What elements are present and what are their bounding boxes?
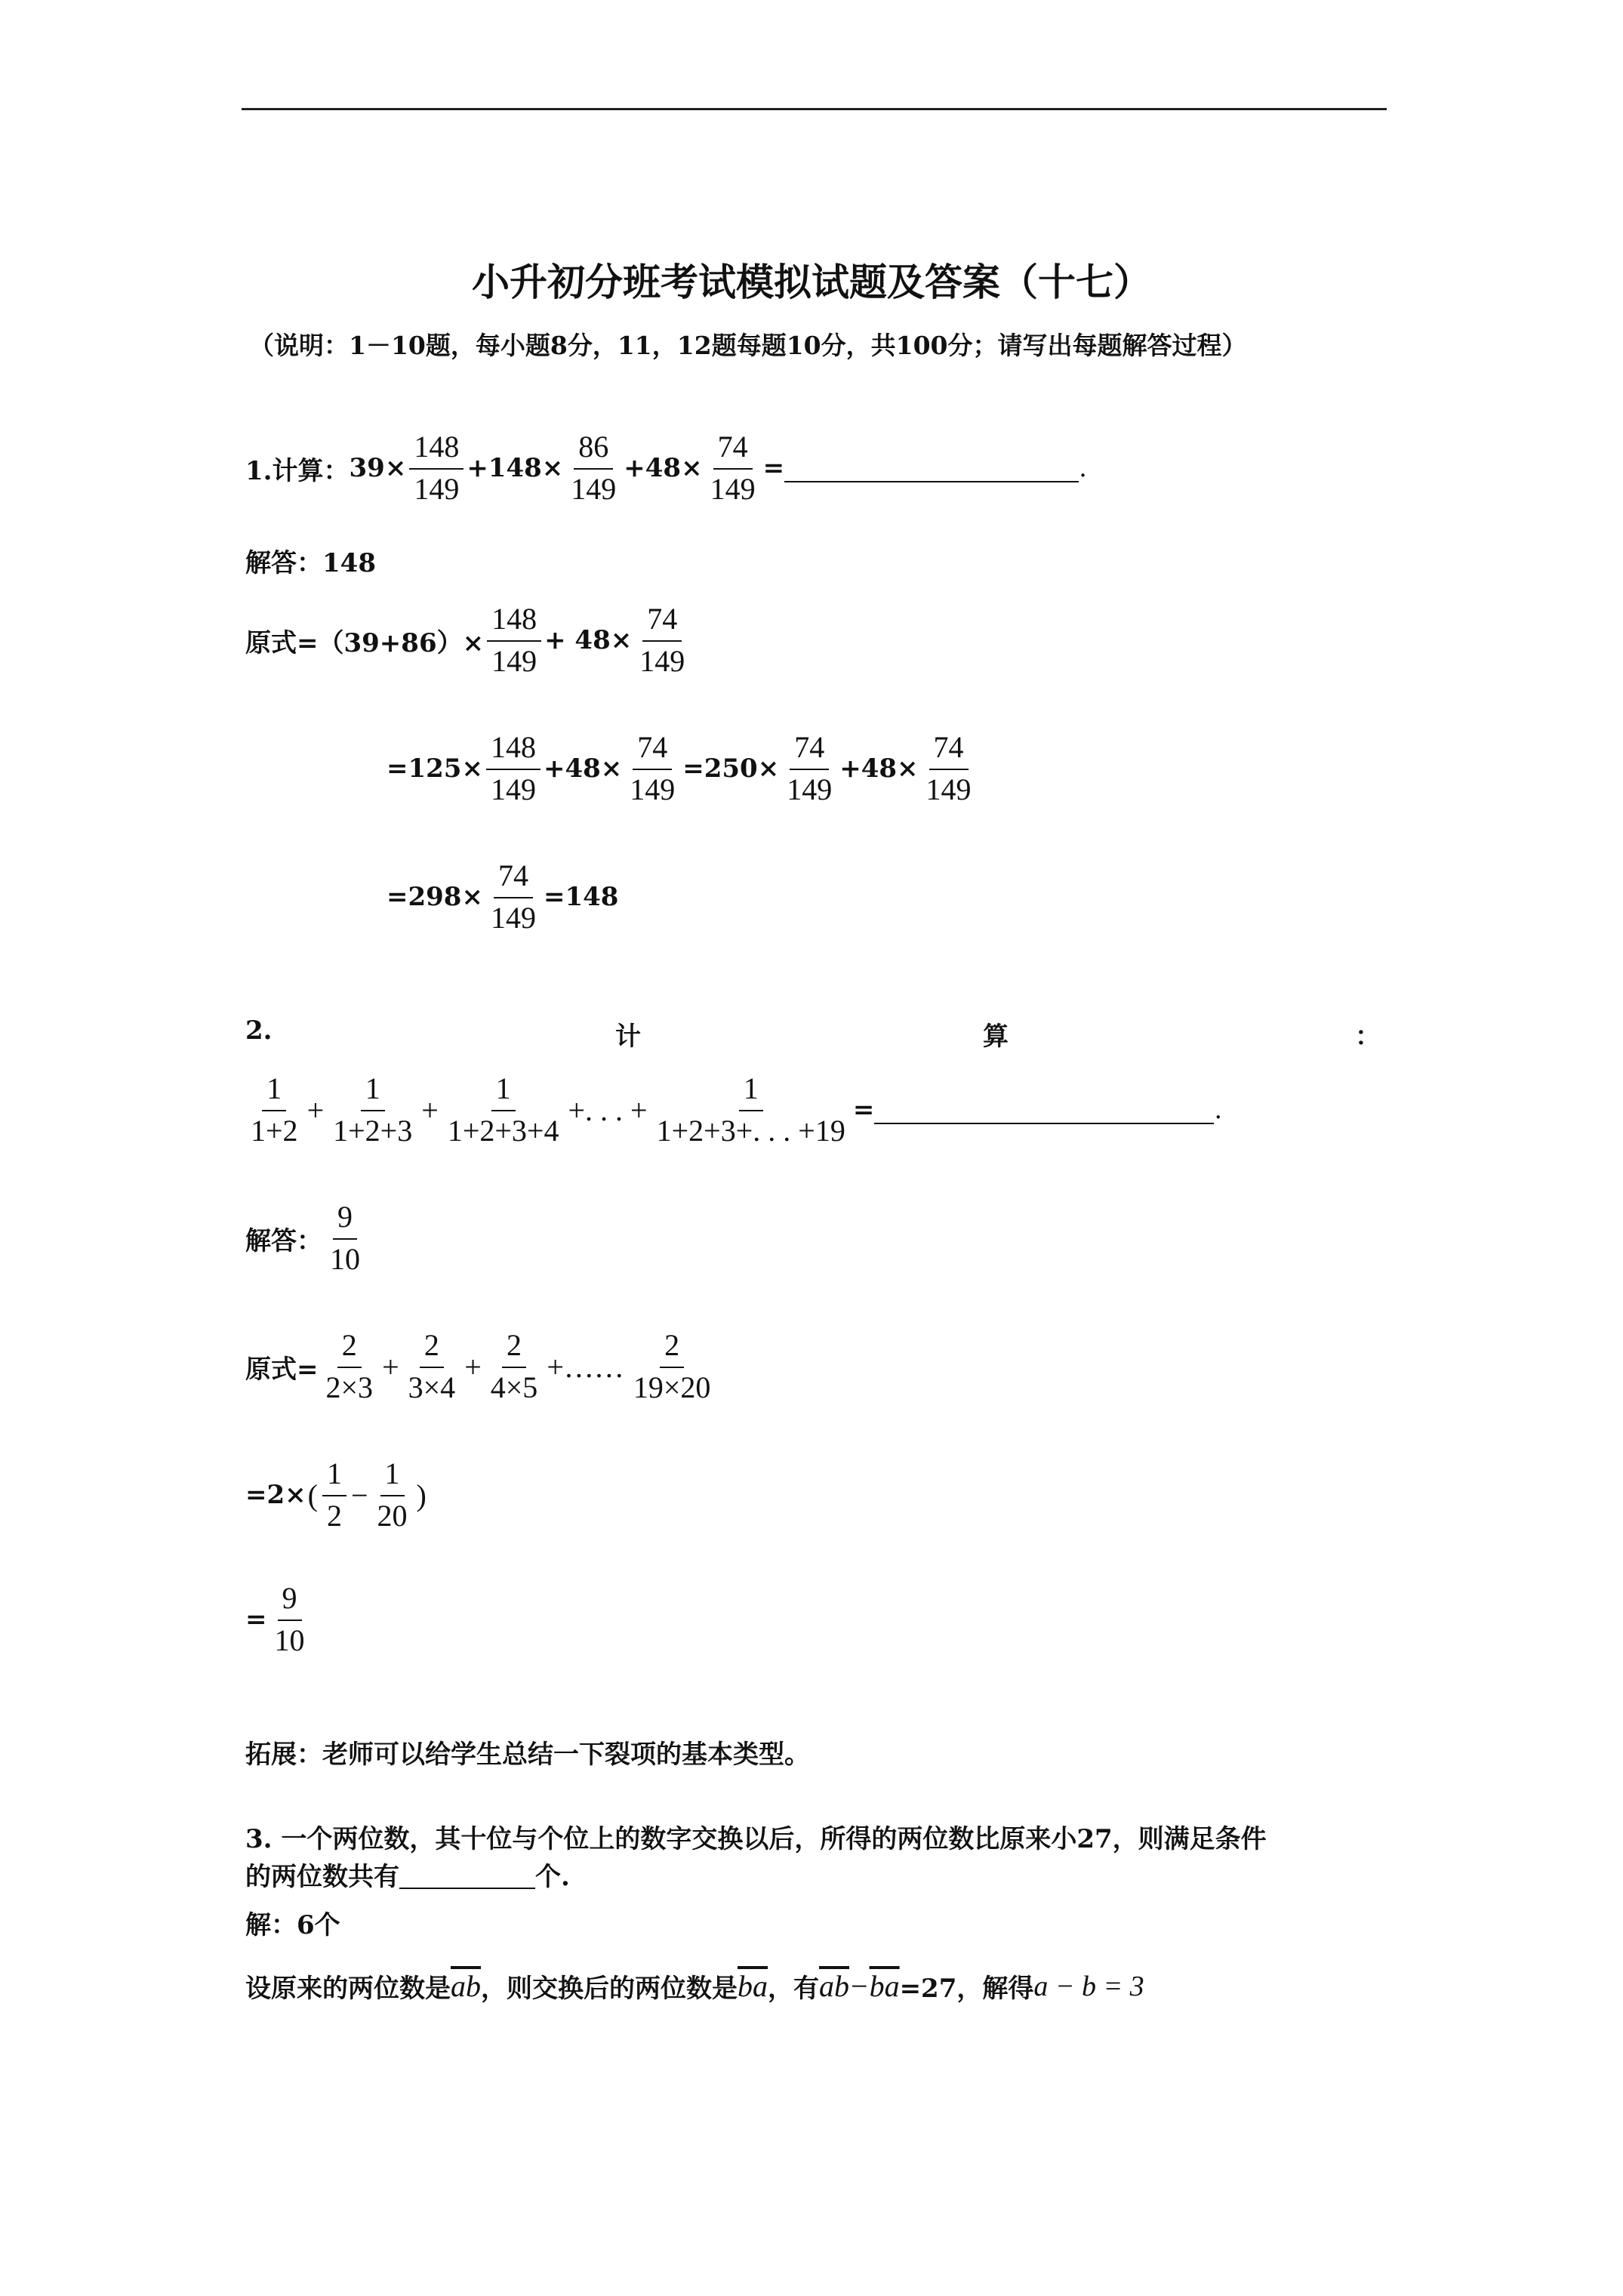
numerator: 74 bbox=[642, 603, 682, 642]
q2-step3-fraction bbox=[270, 1582, 310, 1657]
denominator: 3×4 bbox=[408, 1370, 456, 1404]
q1-fraction-3 bbox=[706, 430, 760, 506]
ab-overline: $\overline{ab}$ bbox=[819, 1969, 849, 2003]
numerator: 1 bbox=[322, 1457, 346, 1496]
q2-step1-fraction-2 bbox=[404, 1329, 460, 1404]
q2-period: . bbox=[1214, 1095, 1223, 1125]
q2-expression bbox=[243, 1072, 1222, 1148]
q2-step1-fraction-4 bbox=[629, 1329, 716, 1404]
denominator: 2 bbox=[326, 1499, 342, 1533]
q1-step2-c: =250× bbox=[682, 754, 780, 784]
numerator: 148 bbox=[486, 731, 540, 770]
q2-step2-fraction-1 bbox=[322, 1457, 346, 1533]
q1-expression bbox=[245, 430, 1087, 506]
q2-colon: ： bbox=[1355, 1022, 1381, 1052]
q2-step1-lead: 原式= bbox=[245, 1354, 319, 1385]
q2-answer-label: 解答： bbox=[245, 1225, 322, 1256]
ba-overline: $\overline{ba}$ bbox=[869, 1969, 900, 2003]
q1-step3-fraction bbox=[486, 859, 540, 935]
numerator: 1 bbox=[361, 1072, 385, 1111]
denominator: 1+2+3 bbox=[333, 1114, 413, 1148]
numerator: 2 bbox=[337, 1329, 362, 1368]
q3-line-2 bbox=[245, 1856, 570, 1893]
q1-step2-b: +48× bbox=[543, 754, 623, 784]
numerator: 148 bbox=[487, 603, 541, 642]
numerator: 74 bbox=[790, 731, 829, 770]
q2-step2-fraction-2 bbox=[373, 1457, 412, 1533]
q1-answer-blank bbox=[784, 454, 1079, 482]
denominator: 149 bbox=[630, 772, 676, 806]
q2-step3-lead: = bbox=[245, 1604, 267, 1635]
denominator: 149 bbox=[571, 472, 617, 506]
q3-line-1: 3. 一个两位数，其十位与个位上的数字交换以后，所得的两位数比原来小27，则满足条件 bbox=[245, 1824, 1267, 1854]
denominator: 10 bbox=[330, 1242, 360, 1276]
q2-step1-fraction-3 bbox=[486, 1329, 543, 1404]
plus-sign: + bbox=[464, 1349, 482, 1384]
denominator: 149 bbox=[925, 772, 972, 806]
numerator: 2 bbox=[660, 1329, 684, 1368]
q1-prompt: 1.计算： bbox=[245, 455, 350, 486]
numerator: 86 bbox=[574, 430, 613, 470]
denominator: 149 bbox=[710, 472, 756, 506]
q1-step1 bbox=[245, 603, 692, 678]
numerator: 74 bbox=[494, 859, 533, 898]
q1-step1-fraction-b bbox=[635, 603, 689, 678]
denominator: 10 bbox=[274, 1623, 305, 1657]
q1-step1-fraction-a bbox=[487, 603, 541, 678]
denominator: 1+2 bbox=[251, 1114, 298, 1148]
header-rule bbox=[242, 108, 1387, 110]
q3-result: a − b = 3 bbox=[1033, 1970, 1144, 2002]
q2-step2-lead: =2× bbox=[245, 1480, 306, 1510]
q3-solution-d: =27，解得 bbox=[899, 1974, 1034, 2004]
q1-step2-fraction-4 bbox=[922, 731, 976, 806]
numerator: 2 bbox=[502, 1329, 526, 1368]
q2-step1-fraction-1 bbox=[322, 1329, 378, 1404]
denominator: 149 bbox=[490, 901, 536, 935]
q2-equals: = bbox=[852, 1095, 875, 1125]
denominator: 149 bbox=[787, 772, 833, 806]
q2-word-1: 计 bbox=[615, 1022, 641, 1052]
q1-step2-d: +48× bbox=[839, 754, 919, 784]
q1-step2-a: =125× bbox=[387, 754, 483, 784]
ab-overline: $\overline{ab}$ bbox=[451, 1969, 481, 2003]
q2-word-2: 算 bbox=[983, 1022, 1009, 1052]
numerator: 1 bbox=[262, 1072, 286, 1111]
numerator: 74 bbox=[929, 731, 969, 770]
q2-answer-blank bbox=[874, 1096, 1214, 1124]
denominator: 149 bbox=[639, 644, 685, 678]
q1-answer: 解答：148 bbox=[245, 548, 376, 578]
q1-term1: 39× bbox=[349, 453, 407, 483]
q2-answer-fraction bbox=[325, 1200, 365, 1276]
q1-fraction-1 bbox=[409, 430, 463, 506]
numerator: 1 bbox=[491, 1072, 516, 1111]
plus-sign: + bbox=[382, 1349, 399, 1384]
instructions-note: （说明：1－10题，每小题8分，11，12题每题10分，共100分；请写出每题解答过程） bbox=[249, 331, 1247, 360]
q1-step3-a: =298× bbox=[387, 882, 483, 912]
ellipsis: +. . . + bbox=[568, 1093, 648, 1127]
q3-solution-a: 设原来的两位数是 bbox=[245, 1974, 451, 2004]
ba-overline: $\overline{ba}$ bbox=[738, 1969, 768, 2003]
q2-answer bbox=[245, 1200, 368, 1276]
q2-step2 bbox=[245, 1457, 428, 1533]
q1-step2 bbox=[387, 731, 979, 806]
q1-fraction-2 bbox=[566, 430, 621, 506]
q3-line-2b: 个. bbox=[535, 1862, 570, 1892]
q1-step2-fraction-2 bbox=[625, 731, 679, 806]
numerator: 74 bbox=[713, 430, 753, 470]
denominator: 1+2+3+. . . +19 bbox=[656, 1114, 845, 1148]
numerator: 9 bbox=[278, 1582, 302, 1621]
minus-sign: − bbox=[350, 1478, 368, 1512]
page-title: 小升初分班考试模拟试题及答案（十七） bbox=[472, 260, 1151, 304]
q1-step1-lead: 原式=（39+86）× bbox=[245, 627, 485, 658]
denominator: 4×5 bbox=[490, 1370, 538, 1404]
numerator: 148 bbox=[409, 430, 463, 470]
q3-solution-b: ，则交换后的两位数是 bbox=[481, 1974, 738, 2004]
q2-step3 bbox=[245, 1582, 313, 1657]
q3-solution-c: ，有 bbox=[768, 1974, 819, 2004]
q2-fraction-1 bbox=[246, 1072, 303, 1148]
q1-step3-b: =148 bbox=[543, 882, 619, 912]
plus-sign: + bbox=[306, 1093, 325, 1127]
numerator: 1 bbox=[739, 1072, 763, 1111]
q3-answer-blank bbox=[399, 1860, 535, 1889]
minus-sign: − bbox=[851, 1969, 868, 2003]
numerator: 1 bbox=[380, 1457, 405, 1496]
numerator: 2 bbox=[420, 1329, 444, 1368]
denominator: 1+2+3+4 bbox=[447, 1114, 559, 1148]
q1-step2-fraction-1 bbox=[486, 731, 540, 806]
denominator: 149 bbox=[491, 644, 537, 678]
q1-term2: +148× bbox=[467, 453, 564, 483]
denominator: 149 bbox=[414, 472, 460, 506]
denominator: 149 bbox=[490, 772, 536, 806]
q2-fraction-4 bbox=[652, 1072, 850, 1148]
q2-fraction-2 bbox=[328, 1072, 417, 1148]
q3-solution bbox=[245, 1968, 1144, 2005]
denominator: 19×20 bbox=[633, 1370, 711, 1404]
q2-extension: 拓展：老师可以给学生总结一下裂项的基本类型。 bbox=[245, 1740, 810, 1770]
q2-fraction-3 bbox=[443, 1072, 564, 1148]
numerator: 74 bbox=[633, 731, 672, 770]
denominator: 20 bbox=[377, 1499, 408, 1533]
open-paren: ( bbox=[307, 1478, 318, 1512]
q1-step1-mid: + 48× bbox=[544, 625, 633, 655]
q2-step1 bbox=[245, 1329, 718, 1404]
q3-answer: 解：6个 bbox=[245, 1910, 340, 1940]
ellipsis: +…… bbox=[547, 1349, 624, 1384]
q3-line-2a: 的两位数共有 bbox=[245, 1862, 399, 1892]
numerator: 9 bbox=[333, 1200, 357, 1240]
q1-step2-fraction-3 bbox=[782, 731, 836, 806]
close-paren: ) bbox=[416, 1478, 427, 1512]
plus-sign: + bbox=[421, 1093, 439, 1127]
q1-term3: +48× bbox=[624, 453, 703, 483]
q2-number: 2. bbox=[245, 1015, 273, 1046]
q1-period: . bbox=[1079, 453, 1087, 483]
q1-step3 bbox=[387, 859, 618, 935]
q1-equals: = bbox=[762, 453, 785, 483]
denominator: 2×3 bbox=[325, 1370, 374, 1404]
